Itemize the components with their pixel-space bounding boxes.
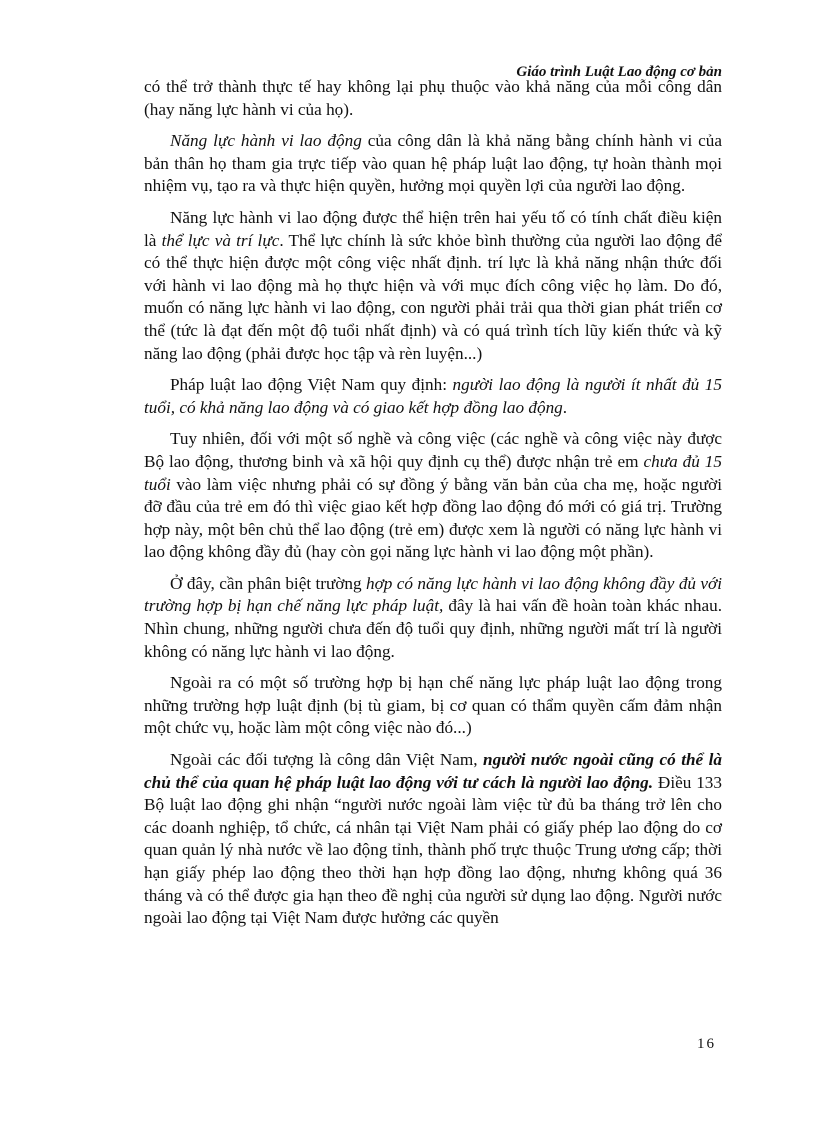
page-body bbox=[144, 76, 722, 930]
paragraph-3 bbox=[144, 207, 722, 365]
paragraph-2 bbox=[144, 130, 722, 198]
paragraph-3-text-a: Năng lực hành vi lao động được thể hiện trên hai yếu tố có tính chất điều kiện là bbox=[144, 207, 722, 250]
page-number: 16 bbox=[697, 1036, 716, 1052]
paragraph-2-emphasis: Năng lực hành vi lao động bbox=[170, 131, 362, 151]
paragraph-4-emphasis: người lao động là người ít nhất đủ 15 tuổi, có khả năng lao động và có giao kết hợp đồng lao động bbox=[144, 375, 722, 417]
paragraph-4-text-b: . bbox=[562, 397, 568, 417]
running-header: Giáo trình Luật Lao động cơ bản bbox=[516, 64, 722, 80]
paragraph-8 bbox=[144, 749, 722, 930]
paragraph-5-text-b: vào làm việc nhưng phải có sự đồng ý bằng văn bản của cha mẹ, hoặc người đỡ đầu của trẻ em đó thì việc giao kết hợp đồng lao động đó mới có giá trị. Trường hợp này, một bên chủ thể lao động (trẻ em) được xem là người có năng lực hành vi lao động không đầy đủ (hay còn gọi năng lực hành vi lao động một phần). bbox=[144, 474, 722, 562]
paragraph-8-emphasis: người nước ngoài cũng có thể là chủ thể của quan hệ pháp luật lao động với tư cách là người lao động. bbox=[144, 750, 722, 792]
paragraph-5 bbox=[144, 428, 722, 564]
paragraph-5-text-a: Tuy nhiên, đối với một số nghề và công việc (các nghề và công việc này được Bộ lao động, thương binh và xã hội quy định cụ thể) được nhận trẻ em bbox=[144, 429, 722, 471]
paragraph-8-text-b: Điều 133 Bộ luật lao động ghi nhận “người nước ngoài làm việc từ đủ ba tháng trở lên cho các doanh nghiệp, tổ chức, cá nhân tại Việt Nam phải có giấy phép lao động do cơ quan quản lý nhà nước về lao động tỉnh, thành phố trực thuộc Trung ương cấp; thời hạn giấy phép lao động theo thời hạn hợp đồng lao động, nhưng không quá 36 tháng và có thể được gia hạn theo đề nghị của người sử dụng lao động. Người nước ngoài lao động tại Việt Nam được hưởng các quyền bbox=[144, 772, 722, 928]
paragraph-6 bbox=[144, 573, 722, 663]
paragraph-1: có thể trở thành thực tế hay không lại phụ thuộc vào khả năng của mỗi công dân (hay năng lực hành vi của họ). bbox=[144, 77, 722, 119]
paragraph-8-text-a: Ngoài các đối tượng là công dân Việt Nam, bbox=[170, 750, 484, 770]
paragraph-6-text-a: Ở đây, cần phân biệt trường bbox=[170, 573, 367, 593]
paragraph-6-text-b: đây là hai vấn đề hoàn toàn khác nhau. Nhìn chung, những người chưa đến độ tuổi quy định, những người mất trí là người không có năng lực hành vi lao động. bbox=[144, 596, 722, 661]
paragraph-4 bbox=[144, 374, 722, 419]
paragraph-6-emphasis: hợp có năng lực hành vi lao động không đầy đủ với trường hợp bị hạn chế năng lực pháp luật, bbox=[144, 573, 722, 616]
paragraph-3-emphasis: thể lực và trí lực bbox=[161, 230, 280, 250]
paragraph-4-text-a: Pháp luật lao động Việt Nam quy định: bbox=[170, 375, 453, 395]
paragraph-5-emphasis: chưa đủ 15 tuổi bbox=[144, 451, 722, 494]
paragraph-3-text-b: . Thể lực chính là sức khỏe bình thường của người lao động để có thể thực hiện được một công việc nhất định. trí lực là khả năng nhận thức đối với hành vi lao động mà họ thực hiện và với mục đích công việc họ làm. Do đó, muốn có năng lực hành vi lao động, con người phải trải qua thời gian phát triển cơ thể (tức là đạt đến một độ tuổi nhất định) và có quá trình tích lũy kiến thức và kỹ năng lao động (phải được học tập và rèn luyện...) bbox=[144, 230, 723, 363]
paragraph-7: Ngoài ra có một số trường hợp bị hạn chế năng lực pháp luật lao động trong những trường hợp luật định (bị tù giam, bị cơ quan có thẩm quyền cấm đảm nhận một chức vụ, hoặc làm một công việc nào đó...) bbox=[144, 673, 722, 738]
paragraph-2-text: của công dân là khả năng bằng chính hành vi của bản thân họ tham gia trực tiếp vào quan hệ pháp luật lao động, tự hoàn thành mọi nhiệm vụ, tạo ra và thực hiện quyền, hưởng mọi quyền lợi của người lao động. bbox=[144, 131, 723, 196]
